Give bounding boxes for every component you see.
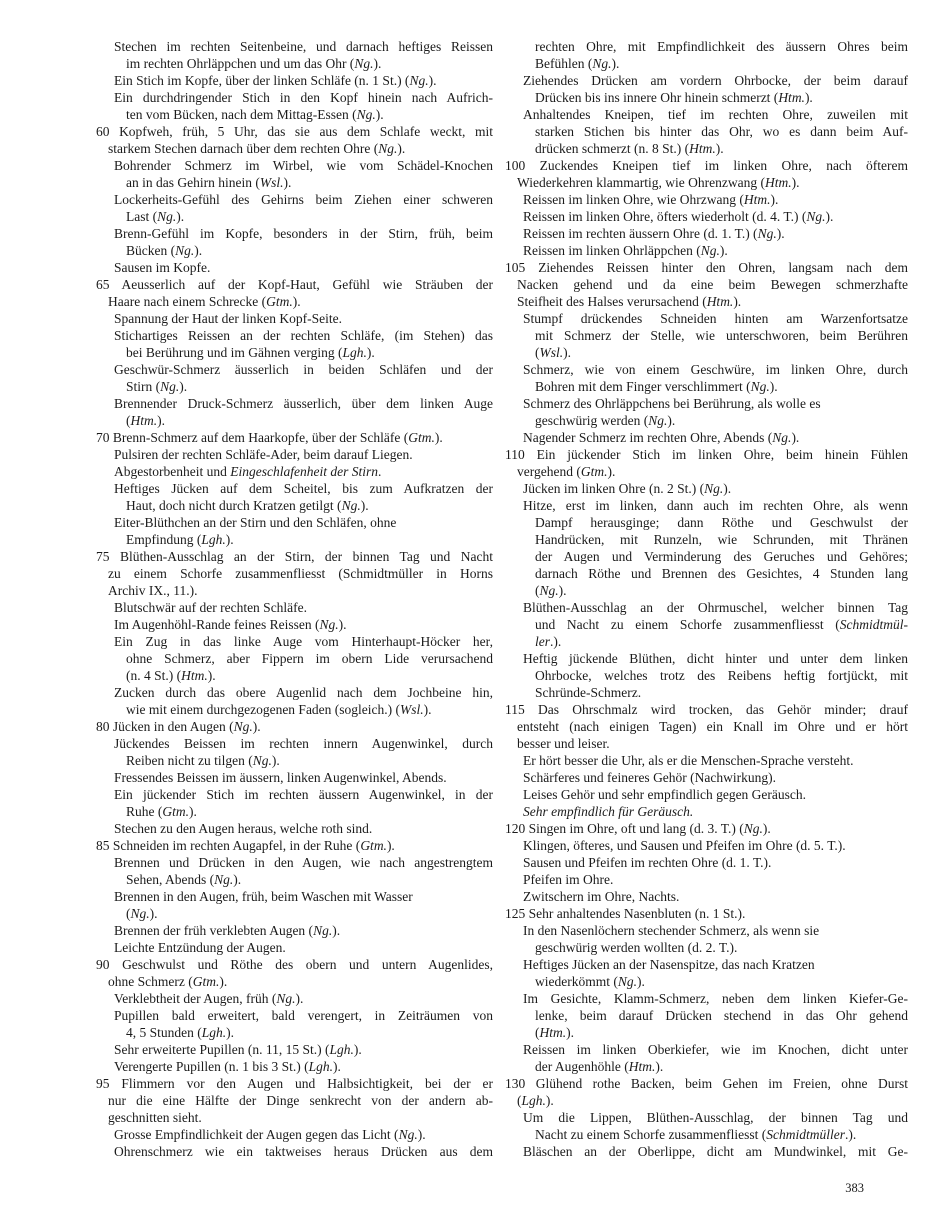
text-line: Sausen und Pfeifen im rechten Ohre (d. 1. T.). <box>523 855 772 870</box>
text-line: Heftig jückende Blüthen, dicht hinter und unter dem linken <box>523 651 908 666</box>
text-line: Archiv IX., 11.). <box>108 583 198 598</box>
italic-text: Ng. <box>704 481 724 496</box>
italic-text: Htm. <box>778 90 805 105</box>
entry-number: 90 <box>96 957 110 972</box>
text-line: Sausen im Kopfe. <box>114 260 211 275</box>
italic-text: Ng. <box>378 141 398 156</box>
entry-number: 65 <box>96 277 110 292</box>
text-line: nur die eine Hälfte der Dinge senkrecht von der andern ab- <box>108 1093 493 1108</box>
text-line: 75 Blüthen-Ausschlag an der Stirn, der binnen Tag und Nacht <box>96 549 493 564</box>
text-line: Haare nach einem Schrecke (Gtm.). <box>108 294 301 309</box>
text-line: geschnitten sieht. <box>108 1110 202 1125</box>
text-line: Befühlen (Ng.). <box>535 56 620 71</box>
italic-text: Gtm. <box>192 974 220 989</box>
text-line: Drücken bis ins innere Ohr hinein schmerzt (Htm.). <box>535 90 813 105</box>
text-line: Dampf herausginge; dann Röthe und Geschwulst der <box>535 515 908 530</box>
italic-text: Htm. <box>706 294 734 309</box>
italic-text: Ng. <box>592 56 612 71</box>
text-line: Spannung der Haut der linken Kopf-Seite. <box>114 311 342 326</box>
text-line: Bohren mit dem Finger verschlimmert (Ng.). <box>535 379 778 394</box>
italic-text: Ng. <box>354 56 374 71</box>
italic-text: Htm. <box>539 1025 567 1040</box>
text-line: 130 Glühend rothe Backen, beim Gehen im Freien, ohne Durst <box>505 1076 908 1091</box>
text-line: geschwürig werden (Ng.). <box>535 413 676 428</box>
text-line: (Lgh.). <box>517 1093 554 1108</box>
italic-text: Gtm. <box>162 804 189 819</box>
text-line: Reiben nicht zu tilgen (Ng.). <box>126 753 280 768</box>
text-line: Bläschen an der Oberlippe, dicht am Mundwinkel, mit Ge- <box>523 1144 908 1159</box>
text-line: bei Berührung und im Gähnen verging (Lgh.). <box>126 345 375 360</box>
text-line: Verengerte Pupillen (n. 1 bis 3 St.) (Lgh.). <box>114 1059 341 1074</box>
text-line: entsteht (nach einigen Tagen) ein Knall im Ohre und er hört <box>517 719 908 734</box>
text-line: starkem Stechen darnach über dem rechten Ohre (Ng.). <box>108 141 406 156</box>
text-line: Klingen, öfteres, und Sausen und Pfeifen im Ohre (d. 5. T.). <box>523 838 846 853</box>
text-line: Er hört besser die Uhr, als er die Menschen-Sprache versteht. <box>523 753 854 768</box>
entry-number: 85 <box>96 838 110 853</box>
italic-text: Wsl. <box>400 702 424 717</box>
italic-text: Htm. <box>689 141 716 156</box>
italic-text: Htm. <box>181 668 208 683</box>
italic-text: Gtm. <box>580 464 608 479</box>
text-line: besser und leiser. <box>517 736 610 751</box>
italic-text: Lgh. <box>329 1042 354 1057</box>
italic-text: Wsl. <box>539 345 564 360</box>
text-line: Im Augenhöhl-Rande feines Reissen (Ng.). <box>114 617 347 632</box>
text-line: Reissen im rechten äussern Ohre (d. 1. T.) (Ng.). <box>523 226 785 241</box>
text-line: Reissen im linken Ohrläppchen (Ng.). <box>523 243 728 258</box>
text-line: 125 Sehr anhaltendes Nasenbluten (n. 1 St.). <box>505 906 746 921</box>
italic-text: Htm. <box>628 1059 656 1074</box>
italic-text: Gtm. <box>266 294 293 309</box>
text-line: Leichte Entzündung der Augen. <box>114 940 286 955</box>
text-line: Geschwür-Schmerz äusserlich in beiden Schläfen und der <box>114 362 493 377</box>
text-line: Ein durchdringender Stich in den Kopf hinein nach Aufrich- <box>114 90 493 105</box>
text-line: 110 Ein jückender Stich im linken Ohre, beim hinein Fühlen <box>505 447 908 462</box>
italic-text: Htm. <box>743 192 771 207</box>
italic-text: Ng. <box>233 719 253 734</box>
text-line: (Ng.). <box>535 583 567 598</box>
text-line: Reissen im linken Ohre, öfters wiederholt (d. 4. T.) (Ng.). <box>523 209 834 224</box>
text-line: 65 Aeusserlich auf der Kopf-Haut, Gefühl wie Sträuben der <box>96 277 493 292</box>
italic-text: Ng. <box>750 379 770 394</box>
italic-text: Ng. <box>160 379 180 394</box>
text-line: Sehen, Abends (Ng.). <box>126 872 242 887</box>
text-line: (Htm.). <box>535 1025 574 1040</box>
text-line: Im Gesichte, Klamm-Schmerz, neben dem linken Kiefer-Ge- <box>523 991 908 1006</box>
text-line: Handrücken, mit Runzeln, wie Schrunden, mit Thränen <box>535 532 908 547</box>
entry-number: 120 <box>505 821 526 836</box>
italic-text: Eingeschlafenheit der Stirn <box>230 464 378 479</box>
text-line: (Htm.). <box>126 413 165 428</box>
text-line: 60 Kopfweh, früh, 5 Uhr, das sie aus dem Schlafe weckt, mit <box>96 124 493 139</box>
text-line: Blüthen-Ausschlag an der Ohrmuschel, welcher binnen Tag <box>523 600 908 615</box>
italic-text: Lgh. <box>308 1059 333 1074</box>
text-line: Heftiges Jücken auf dem Scheitel, bis zum Aufkratzen der <box>114 481 493 496</box>
text-column-left <box>96 38 493 1160</box>
text-line: Grosse Empfindlichkeit der Augen gegen das Licht (Ng.). <box>114 1127 426 1142</box>
text-line: Steifheit des Halses verursachend (Htm.). <box>517 294 742 309</box>
text-line: Pupillen bald erweitert, bald verengert, in Zeiträumen von <box>114 1008 493 1023</box>
text-line: Stechen im rechten Seitenbeine, und darnach heftiges Reissen <box>114 39 493 54</box>
entry-number: 100 <box>505 158 526 173</box>
entry-number: 60 <box>96 124 110 139</box>
text-line: wiederkömmt (Ng.). <box>535 974 645 989</box>
text-line: In den Nasenlöchern stechender Schmerz, als wenn sie <box>523 923 820 938</box>
text-line: Brennen und Drücken in den Augen, wie nach angestrengtem <box>114 855 493 870</box>
text-line: Lockerheits-Gefühl des Gehirns beim Ziehen einer schweren <box>114 192 493 207</box>
text-line: Verklebtheit der Augen, früh (Ng.). <box>114 991 304 1006</box>
text-line: zu einem Schorfe zusammenfliesst (Schmidtmüller in Horns <box>108 566 493 581</box>
text-line: Nacht zu einem Schorfe zusammenfliesst (Schmidtmüller.). <box>535 1127 857 1142</box>
text-line: Schärferes und feineres Gehör (Nachwirkung). <box>523 770 777 785</box>
entry-number: 130 <box>505 1076 526 1091</box>
text-line: an in das Gehirn hinein (Wsl.). <box>126 175 292 190</box>
text-line: vergehend (Gtm.). <box>517 464 616 479</box>
italic-text: Sehr empfindlich für Geräusch. <box>523 804 694 819</box>
text-line: rechten Ohre, mit Empfindlichkeit des äussern Ohres beim <box>535 39 908 54</box>
text-line: Bücken (Ng.). <box>126 243 203 258</box>
italic-text: Ng. <box>700 243 720 258</box>
text-line: Zucken durch das obere Augenlid nach dem Jochbeine hin, <box>114 685 493 700</box>
text-line: ler.). <box>535 634 562 649</box>
text-line: Hitze, erst im linken, dann auch im rechten Ohre, als wenn <box>523 498 908 513</box>
italic-text: Ng. <box>157 209 177 224</box>
text-line: Ziehendes Drücken am vordern Ohrbocke, der beim darauf <box>523 73 908 88</box>
italic-text: Ng. <box>276 991 296 1006</box>
text-line: 90 Geschwulst und Röthe des obern und untern Augenlides, <box>96 957 494 972</box>
italic-text: Schmidtmüller <box>766 1127 846 1142</box>
text-line: Ohrenschmerz wie ein taktweises heraus Drücken aus dem <box>114 1144 493 1159</box>
text-line: Stumpf drückendes Schneiden hinten am Warzenfortsatze <box>523 311 908 326</box>
italic-text: Ng. <box>772 430 792 445</box>
italic-text: Lgh. <box>201 532 226 547</box>
italic-text: Ng. <box>617 974 637 989</box>
text-line: Nacken gehend und da eine beim Bewegen schmerzhafte <box>517 277 908 292</box>
entry-number: 115 <box>505 702 525 717</box>
text-line: ohne Schmerz (Gtm.). <box>108 974 228 989</box>
text-line: Pulsiren der rechten Schläfe-Ader, beim darauf Liegen. <box>114 447 413 462</box>
text-line: 80 Jücken in den Augen (Ng.). <box>96 719 261 734</box>
text-line: Empfindung (Lgh.). <box>126 532 234 547</box>
text-line: Eiter-Blüthchen an der Stirn und den Schläfen, ohne <box>114 515 397 530</box>
italic-text: Gtm. <box>360 838 387 853</box>
text-line: Last (Ng.). <box>126 209 185 224</box>
text-line: der Augenhöhle (Htm.). <box>535 1059 664 1074</box>
text-line: Zwitschern im Ohre, Nachts. <box>523 889 680 904</box>
text-line: Um die Lippen, Blüthen-Ausschlag, der binnen Tag und <box>523 1110 908 1125</box>
italic-text: Ng. <box>648 413 668 428</box>
text-line: darnach Röthe und Brennen des Gesichtes, 4 Stunden lang <box>535 566 908 581</box>
text-line: Stirn (Ng.). <box>126 379 188 394</box>
text-line: Brennen in den Augen, früh, beim Waschen mit Wasser <box>114 889 413 904</box>
italic-text: Ng. <box>130 906 150 921</box>
text-line: der Augen und Verminderung des Geruches und Gehöres; <box>535 549 908 564</box>
text-line: Brennen der früh verklebten Augen (Ng.). <box>114 923 341 938</box>
italic-text: Ng. <box>313 923 333 938</box>
text-line: 85 Schneiden im rechten Augapfel, in der Ruhe (Gtm.). <box>96 838 395 853</box>
text-line: geschwürig werden wollten (d. 2. T.). <box>535 940 738 955</box>
entry-number: 105 <box>505 260 526 275</box>
italic-text: Gtm. <box>408 430 435 445</box>
text-line: 105 Ziehendes Reissen hinter den Ohren, langsam nach dem <box>505 260 909 275</box>
italic-text: Ng. <box>398 1127 418 1142</box>
text-line: Brenn-Gefühl im Kopfe, besonders in der Stirn, früh, beim <box>114 226 493 241</box>
text-line: (n. 4 St.) (Htm.). <box>126 668 216 683</box>
italic-text: Ng. <box>539 583 559 598</box>
text-line: 120 Singen im Ohre, oft und lang (d. 3. T.) (Ng.). <box>505 821 771 836</box>
text-line: ten vom Bücken, nach dem Mittag-Essen (Ng.). <box>126 107 384 122</box>
italic-text: Ng. <box>175 243 195 258</box>
text-line: Stichartiges Reissen an der rechten Schläfe, (im Stehen) das <box>114 328 493 343</box>
text-line: Leises Gehör und sehr empfindlich gegen Geräusch. <box>523 787 807 802</box>
italic-text: Htm. <box>130 413 158 428</box>
text-line: Blutschwär auf der rechten Schläfe. <box>114 600 308 615</box>
italic-text: Wsl. <box>259 175 284 190</box>
text-line: Ruhe (Gtm.). <box>126 804 197 819</box>
entry-number: 80 <box>96 719 110 734</box>
text-line: Haut, doch nicht durch Kratzen getilgt (Ng.). <box>126 498 369 513</box>
text-line: Fressendes Beissen im äussern, linken Augenwinkel, Abends. <box>114 770 447 785</box>
text-line: Heftiges Jücken an der Nasenspitze, das nach Kratzen <box>523 957 815 972</box>
italic-text: Ng. <box>757 226 777 241</box>
text-line: Jücken im linken Ohre (n. 2 St.) (Ng.). <box>523 481 732 496</box>
text-line: Sehr erweiterte Pupillen (n. 11, 15 St.) (Lgh.). <box>114 1042 362 1057</box>
text-line: starken Stichen bis hinter das Ohr, wo es dann beim Auf- <box>535 124 908 139</box>
italic-text: Htm. <box>764 175 792 190</box>
text-line: Ein Stich im Kopfe, über der linken Schläfe (n. 1 St.) (Ng.). <box>114 73 437 88</box>
italic-text: Lgh. <box>201 1025 227 1040</box>
text-line: Ohrbocke, welches trotz des Reibens heftig fortjückt, mit <box>535 668 908 683</box>
entry-number: 110 <box>505 447 525 462</box>
italic-text: ler <box>535 634 550 649</box>
text-line: im rechten Ohrläppchen und um das Ohr (Ng.). <box>126 56 382 71</box>
text-line: mit Schmerz der Stelle, wie unterschworen, beim Berühren <box>535 328 908 343</box>
text-line: Jückendes Beissen im rechten innern Augenwinkel, durch <box>114 736 493 751</box>
italic-text: Ng. <box>319 617 339 632</box>
entry-number: 75 <box>96 549 110 564</box>
italic-text: Ng. <box>806 209 826 224</box>
italic-text: Ng. <box>409 73 429 88</box>
italic-text: Ng. <box>214 872 234 887</box>
text-line: 100 Zuckendes Kneipen tief im linken Ohre, nach öfterem <box>505 158 908 173</box>
text-line: ohne Schmerz, aber Fippern im obern Lide verursachend <box>126 651 493 666</box>
italic-text: Ng. <box>356 107 376 122</box>
text-line: (Ng.). <box>126 906 158 921</box>
italic-text: Schmidtmül- <box>839 617 908 632</box>
text-column-right <box>505 38 908 1160</box>
text-line: Ein jückender Stich im rechten äussern Augenwinkel, in der <box>114 787 493 802</box>
text-line: Reissen im linken Oberkiefer, wie im Knochen, dicht unter <box>523 1042 908 1057</box>
text-line: Wiederkehren klammartig, wie Ohrenzwang (Htm.). <box>517 175 800 190</box>
text-line: wie mit einem durchgezogenen Faden (sogleich.) (Wsl.). <box>126 702 432 717</box>
text-line: Bohrender Schmerz im Wirbel, wie vom Schädel-Knochen <box>114 158 493 173</box>
text-line: Reissen im linken Ohre, wie Ohrzwang (Htm.). <box>523 192 779 207</box>
text-line: Schründe-Schmerz. <box>535 685 642 700</box>
italic-text: Lgh. <box>342 345 367 360</box>
italic-text: Ng. <box>743 821 763 836</box>
text-line: Pfeifen im Ohre. <box>523 872 614 887</box>
text-line: Stechen zu den Augen heraus, welche roth sind. <box>114 821 373 836</box>
text-line: (Wsl.). <box>535 345 571 360</box>
text-line: Ein Zug in das linke Auge vom Hinterhaupt-Höcker her, <box>114 634 493 649</box>
italic-text: Lgh. <box>521 1093 546 1108</box>
italic-text: Ng. <box>252 753 272 768</box>
text-line: Schmerz, wie von einem Geschwüre, im linken Ohre, durch <box>523 362 908 377</box>
text-line: Anhaltendes Kneipen, tief im rechten Ohre, zuweilen mit <box>523 107 908 122</box>
text-line: und Nacht zu einem Schorfe zusammenfliesst (Schmidtmül- <box>535 617 908 632</box>
text-line: 95 Flimmern vor den Augen und Halbsichtigkeit, bei der er <box>96 1076 494 1091</box>
entry-number: 125 <box>505 906 526 921</box>
italic-text: Ng. <box>341 498 361 513</box>
text-line <box>505 803 908 820</box>
text-line: 115 Das Ohrschmalz wird trocken, das Gehör minder; drauf <box>505 702 908 717</box>
entry-number: 95 <box>96 1076 110 1091</box>
text-line: Abgestorbenheit und Eingeschlafenheit der Stirn. <box>114 464 382 479</box>
text-line: Schmerz des Ohrläppchens bei Berührung, als wolle es <box>523 396 821 411</box>
entry-number: 70 <box>96 430 110 445</box>
text-line: lenke, beim darauf Drücken stechend in das Ohr gehend <box>535 1008 908 1023</box>
text-line: Brennender Druck-Schmerz äusserlich, über dem linken Auge <box>114 396 493 411</box>
text-line: 70 Brenn-Schmerz auf dem Haarkopfe, über der Schläfe (Gtm.). <box>96 430 443 445</box>
text-line: Nagender Schmerz im rechten Ohre, Abends (Ng.). <box>523 430 800 445</box>
page-number: 383 <box>845 1181 864 1195</box>
text-line: drücken schmerzt (n. 8 St.) (Htm.). <box>535 141 724 156</box>
text-line: 4, 5 Stunden (Lgh.). <box>126 1025 235 1040</box>
